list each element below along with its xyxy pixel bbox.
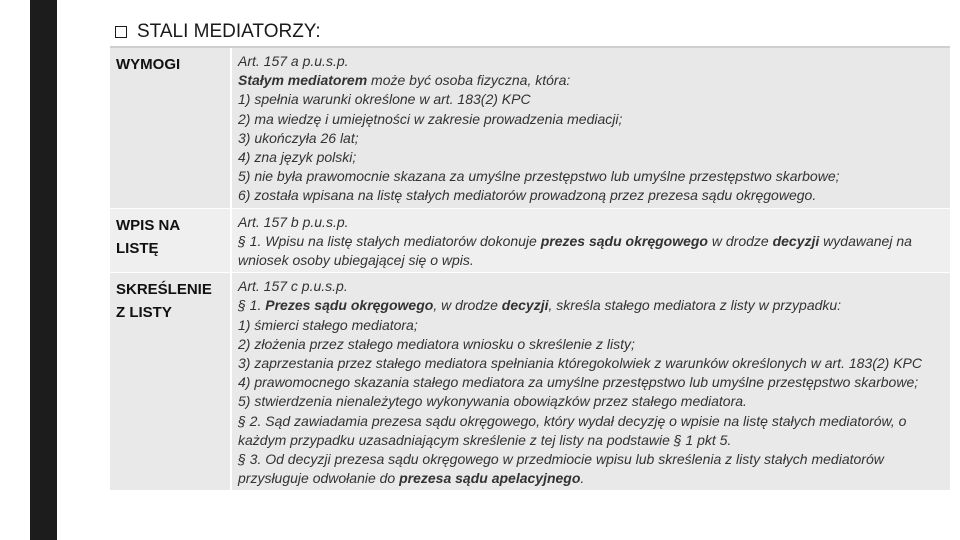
- emphasized-text: Prezes sądu okręgowego: [265, 297, 434, 314]
- left-decor-bar: [0, 0, 78, 540]
- row-content: [231, 47, 950, 208]
- text-run: 5) stwierdzenia nienależytego wykonywania obowiązków przez stałego mediatora.: [238, 393, 747, 410]
- text-run: 3) ukończyła 26 lat;: [238, 129, 359, 146]
- content-line: [238, 392, 944, 411]
- text-run: , skreśla stałego mediatora z listy w przypadku:: [548, 297, 842, 314]
- text-run: 3) zaprzestania przez stałego mediatora spełniania któregokolwiek z warunków określonych w art. 183(2) KPC: [238, 355, 922, 372]
- content-line: [238, 335, 944, 354]
- left-decor-stripe: [30, 0, 57, 540]
- text-run: .: [580, 470, 585, 487]
- text-run: 1) spełnia warunki określone w art. 183(2) KPC: [238, 91, 531, 108]
- text-run: Art. 157 b p.u.s.p.: [238, 213, 349, 230]
- content-line: [238, 90, 944, 109]
- text-run: § 3. Od decyzji prezesa sądu okręgowego w przedmiocie wpisu lub skreślenia z listy stałych mediatorów przysługuje odwołanie do: [238, 451, 884, 487]
- row-label: SKREŚLENIE Z LISTY: [110, 273, 231, 491]
- emphasized-text: prezesa sądu apelacyjnego: [399, 470, 581, 487]
- text-run: w drodze: [708, 232, 773, 249]
- text-run: 4) prawomocnego skazania stałego mediatora za umyślne przestępstwo lub umyślne przestępstwo skarbowe;: [238, 374, 919, 391]
- content-line: [238, 129, 944, 148]
- emphasized-text: decyzji: [501, 297, 549, 314]
- text-run: 5) nie była prawomocnie skazana za umyślne przestępstwo lub umyślne przestępstwo skarbowe;: [238, 168, 840, 185]
- table-row: [110, 273, 950, 491]
- content-line: [238, 232, 944, 270]
- emphasized-text: Stałym mediatorem: [238, 72, 368, 89]
- text-run: 1) śmierci stałego mediatora;: [238, 316, 418, 333]
- text-run: Art. 157 a p.u.s.p.: [238, 53, 349, 69]
- emphasized-text: prezes sądu okręgowego: [540, 232, 708, 249]
- table-row: [110, 208, 950, 273]
- content-line: [238, 373, 944, 392]
- text-run: § 2. Sąd zawiadamia prezesa sądu okręgowego, który wydał decyzję o wpisie na listę stałych mediatorów, o każdym przypadku uzasadniającym skreślenie z tej listy na podstawie § 1 pkt 5.: [238, 412, 907, 448]
- text-run: Art. 157 c p.u.s.p.: [238, 278, 348, 295]
- row-content: [231, 273, 950, 491]
- row-content: [231, 208, 950, 273]
- text-run: wydawanej na wniosek osoby ubiegającej się o wpis.: [238, 232, 912, 269]
- text-run: 6) została wpisana na listę stałych mediatorów prowadzoną przez prezesa sądu okręgowego.: [238, 187, 817, 204]
- content-line: [238, 277, 944, 296]
- content-line: [238, 316, 944, 335]
- table-row: [110, 47, 950, 208]
- content-line: [238, 296, 944, 315]
- slide-title: STALI MEDIATORZY:: [137, 21, 321, 42]
- content-line: [238, 71, 944, 90]
- text-run: 2) ma wiedzę i umiejętności w zakresie prowadzenia mediacji;: [238, 110, 623, 127]
- content-line: [238, 148, 944, 167]
- content-line: [238, 412, 944, 450]
- content-line: [238, 213, 944, 232]
- content-line: [238, 52, 944, 71]
- content-line: [238, 167, 944, 186]
- content-line: [238, 450, 944, 488]
- content-line: [238, 354, 944, 373]
- text-run: § 1.: [238, 297, 266, 314]
- row-label: WYMOGI: [110, 47, 231, 208]
- checkbox-bullet-icon: [115, 26, 127, 38]
- text-run: może być osoba fizyczna, która:: [367, 72, 571, 89]
- row-label: WPIS NA LISTĘ: [110, 208, 231, 273]
- text-run: 2) złożenia przez stałego mediatora wniosku o skreślenie z listy;: [238, 335, 635, 352]
- slide-heading: [115, 20, 321, 44]
- text-run: 4) zna język polski;: [238, 149, 357, 166]
- emphasized-text: decyzji: [772, 232, 820, 249]
- content-line: [238, 186, 944, 205]
- text-run: § 1. Wpisu na listę stałych mediatorów dokonuje: [238, 232, 541, 249]
- content-line: [238, 110, 944, 129]
- text-run: , w drodze: [433, 297, 502, 314]
- mediator-requirements-table: [110, 46, 950, 491]
